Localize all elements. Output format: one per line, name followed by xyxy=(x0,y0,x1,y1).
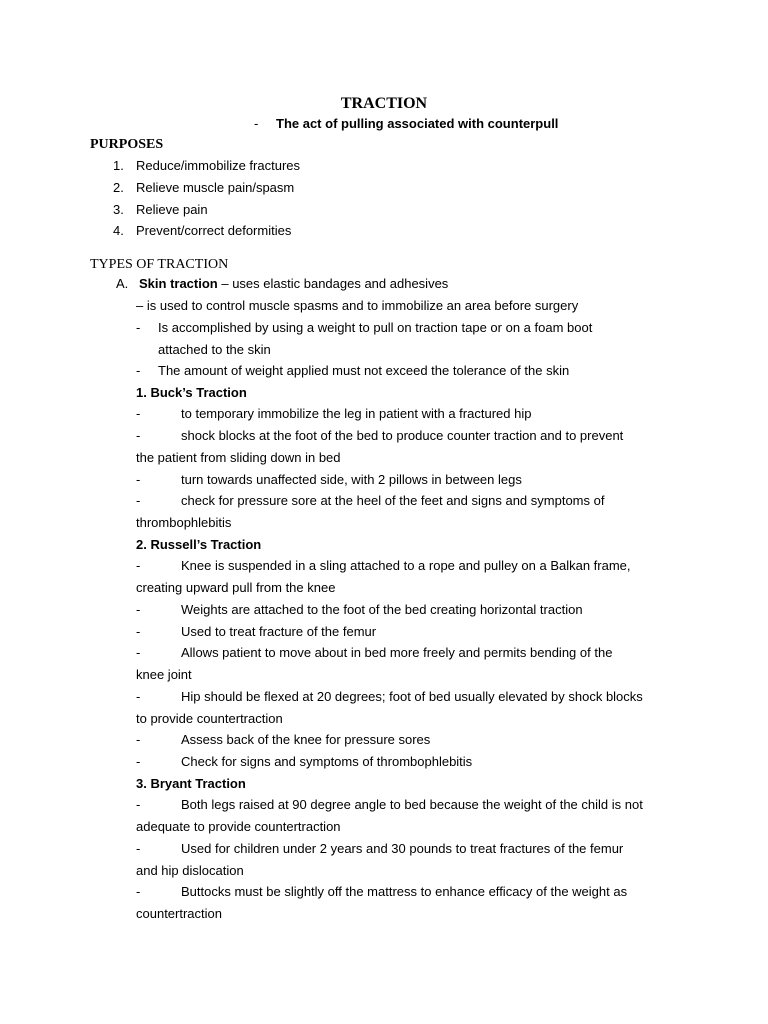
russells-text-cont: to provide countertraction xyxy=(136,711,283,726)
russells-text: Allows patient to move about in bed more freely and permits bending of the xyxy=(181,645,613,660)
purpose-text: Reduce/immobilize fractures xyxy=(136,158,301,173)
skin-letter: A. xyxy=(116,276,129,291)
types-heading: TYPES OF TRACTION xyxy=(90,257,229,272)
bryant-text-cont: adequate to provide countertraction xyxy=(136,819,341,834)
bryant-traction-heading: 3. Bryant Traction xyxy=(136,776,246,791)
purpose-number: 3. xyxy=(113,202,124,217)
purpose-number: 2. xyxy=(113,180,124,195)
page-title: TRACTION xyxy=(340,95,428,112)
purpose-text: Relieve pain xyxy=(136,202,208,217)
russells-text: Knee is suspended in a sling attached to a rope and pulley on a Balkan frame, xyxy=(181,558,631,573)
skin-traction-label: Skin traction xyxy=(139,276,218,291)
purposes-heading: PURPOSES xyxy=(90,137,164,152)
bryant-marker: - xyxy=(136,841,141,856)
skin-traction-desc: – uses elastic bandages and adhesives xyxy=(217,276,449,291)
russells-marker: - xyxy=(136,754,141,769)
russells-text: Hip should be flexed at 20 degrees; foot of bed usually elevated by shock blocks xyxy=(181,689,643,704)
bucks-text: shock blocks at the foot of the bed to produce counter traction and to prevent xyxy=(181,428,624,443)
bullet-marker: - xyxy=(136,363,141,378)
russells-traction-heading: 2. Russell’s Traction xyxy=(136,537,262,552)
bryant-text: Used for children under 2 years and 30 pounds to treat fractures of the femur xyxy=(181,841,624,856)
purpose-text: Relieve muscle pain/spasm xyxy=(136,180,295,195)
russells-text: Check for signs and symptoms of thrombophlebitis xyxy=(181,754,473,769)
purpose-number: 4. xyxy=(113,223,124,238)
purpose-text: Prevent/correct deformities xyxy=(136,223,292,238)
skin-traction-line2: – is used to control muscle spasms and to immobilize an area before surgery xyxy=(136,298,579,313)
bryant-text: Both legs raised at 90 degree angle to bed because the weight of the child is not xyxy=(181,797,643,812)
russells-marker: - xyxy=(136,689,141,704)
bullet-text-cont: attached to the skin xyxy=(158,342,271,357)
bucks-marker: - xyxy=(136,406,141,421)
bucks-traction-heading: 1. Buck’s Traction xyxy=(136,385,247,400)
bryant-marker: - xyxy=(136,797,141,812)
bucks-marker: - xyxy=(136,493,141,508)
russells-marker: - xyxy=(136,602,141,617)
bucks-text: check for pressure sore at the heel of the feet and signs and symptoms of xyxy=(181,493,605,508)
bryant-text-cont: countertraction xyxy=(136,906,222,921)
definition-marker: - xyxy=(254,116,259,131)
bucks-text: turn towards unaffected side, with 2 pillows in between legs xyxy=(181,472,522,487)
bucks-text-cont: the patient from sliding down in bed xyxy=(136,450,341,465)
russells-marker: - xyxy=(136,558,141,573)
bullet-text: The amount of weight applied must not exceed the tolerance of the skin xyxy=(158,363,570,378)
definition-text: The act of pulling associated with counterpull xyxy=(276,116,559,131)
russells-marker: - xyxy=(136,624,141,639)
skin-traction-line xyxy=(139,276,448,292)
russells-marker: - xyxy=(136,645,141,660)
bucks-text: to temporary immobilize the leg in patient with a fractured hip xyxy=(181,406,532,421)
russells-marker: - xyxy=(136,732,141,747)
russells-text: Used to treat fracture of the femur xyxy=(181,624,377,639)
bucks-marker: - xyxy=(136,428,141,443)
bryant-text-cont: and hip dislocation xyxy=(136,863,244,878)
russells-text-cont: creating upward pull from the knee xyxy=(136,580,336,595)
russells-text-cont: knee joint xyxy=(136,667,192,682)
russells-text: Assess back of the knee for pressure sores xyxy=(181,732,431,747)
purpose-number: 1. xyxy=(113,158,124,173)
bullet-text: Is accomplished by using a weight to pull on traction tape or on a foam boot xyxy=(158,320,593,335)
bucks-text-cont: thrombophlebitis xyxy=(136,515,232,530)
bullet-marker: - xyxy=(136,320,141,335)
bucks-marker: - xyxy=(136,472,141,487)
bryant-marker: - xyxy=(136,884,141,899)
russells-text: Weights are attached to the foot of the bed creating horizontal traction xyxy=(181,602,583,617)
bryant-text: Buttocks must be slightly off the mattress to enhance efficacy of the weight as xyxy=(181,884,628,899)
